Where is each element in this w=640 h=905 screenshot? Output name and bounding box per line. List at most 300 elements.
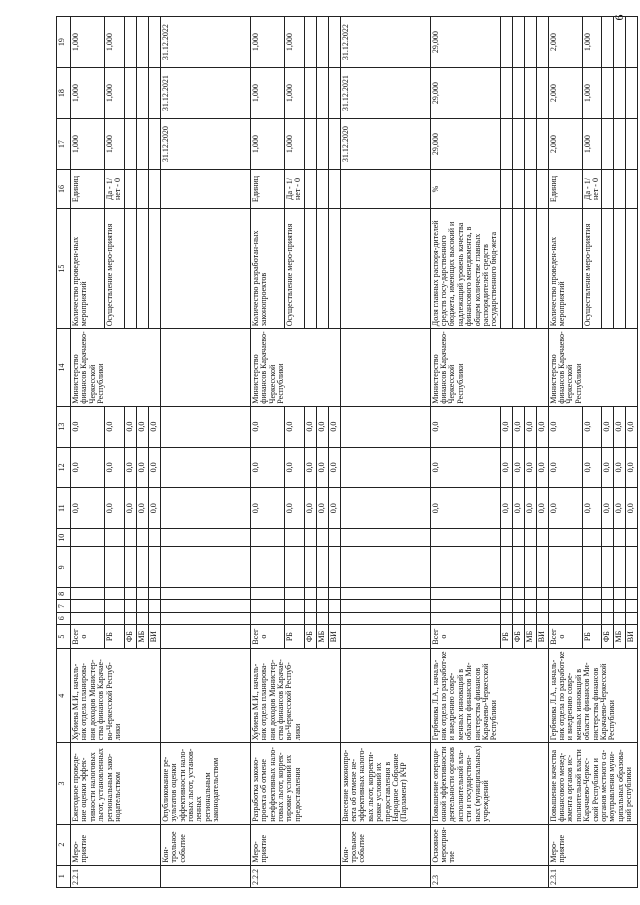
cell-col-14: Министерство финансов Карачаево-Черкесской Республики bbox=[250, 329, 340, 407]
cell-col-5: ФБ bbox=[304, 624, 316, 648]
cell-col-4: Гербекова Л.А., началь-ник отдела по разработ-ке и внедрению совре-менных инноваций в области финансов Ми-нистерства финансов Карачаево-Черкесской Республики bbox=[430, 649, 548, 743]
cell-col-13: 0,0 bbox=[430, 406, 500, 447]
cell-col-8 bbox=[136, 588, 148, 600]
cell-col-16: Да - 1/ нет - 0 bbox=[105, 170, 125, 209]
cell-col-14: Министерство финансов Карачаево-Черкесской Республики bbox=[71, 329, 161, 407]
cell-col-15 bbox=[340, 208, 430, 328]
cell-col-13: 0,0 bbox=[105, 406, 125, 447]
cell-col-15 bbox=[524, 208, 536, 328]
cell-col-14 bbox=[160, 329, 250, 407]
column-number-13: 13 bbox=[57, 406, 71, 447]
cell-col-2: Меро-приятие bbox=[250, 824, 340, 865]
cell-col-10 bbox=[614, 529, 626, 547]
cell-col-3: Внесение законопро-екта об отмене не-эффективных налого-вых льгот, корректи-ровке условий их предоставления в Народное Собрание (Парламент) КЧР bbox=[340, 743, 430, 825]
cell-col-17 bbox=[500, 119, 512, 170]
cell-col-6 bbox=[304, 612, 316, 624]
cell-col-16 bbox=[304, 170, 316, 209]
cell-col-7 bbox=[614, 600, 626, 612]
cell-col-12: 0,0 bbox=[304, 447, 316, 488]
cell-col-11: 0,0 bbox=[582, 488, 602, 529]
cell-col-5: РБ bbox=[582, 624, 602, 648]
cell-col-14 bbox=[340, 329, 430, 407]
cell-col-10 bbox=[536, 529, 548, 547]
cell-col-11: 0,0 bbox=[136, 488, 148, 529]
cell-col-18 bbox=[626, 68, 638, 119]
cell-col-15 bbox=[328, 208, 340, 328]
cell-col-15 bbox=[304, 208, 316, 328]
cell-col-16: Да - 1/ нет - 0 bbox=[284, 170, 304, 209]
cell-col-7 bbox=[160, 600, 250, 612]
cell-col-17 bbox=[626, 119, 638, 170]
cell-col-16 bbox=[626, 170, 638, 209]
cell-col-13: 0,0 bbox=[148, 406, 160, 447]
cell-col-8 bbox=[430, 588, 500, 600]
cell-col-11 bbox=[160, 488, 250, 529]
cell-col-9 bbox=[284, 547, 304, 588]
cell-col-5 bbox=[340, 624, 430, 648]
cell-col-6 bbox=[250, 612, 284, 624]
cell-col-15 bbox=[136, 208, 148, 328]
cell-col-18 bbox=[148, 68, 160, 119]
cell-col-10 bbox=[284, 529, 304, 547]
cell-col-7 bbox=[148, 600, 160, 612]
column-number-3: 3 bbox=[57, 743, 71, 825]
cell-col-9 bbox=[500, 547, 512, 588]
cell-col-3: Повышение качества финансового менед-жмента органов ис-полнительной власти Карачаево-Черкес-ской Республики и органов местного са-моуправления муни-ципальных образова-ний республики bbox=[548, 743, 638, 825]
cell-col-10 bbox=[71, 529, 105, 547]
cell-col-8 bbox=[284, 588, 304, 600]
cell-col-16 bbox=[614, 170, 626, 209]
cell-col-18: 31.12.2021 bbox=[160, 68, 250, 119]
cell-col-10 bbox=[160, 529, 250, 547]
cell-col-1 bbox=[160, 865, 250, 887]
cell-col-18 bbox=[304, 68, 316, 119]
cell-col-13 bbox=[160, 406, 250, 447]
cell-col-8 bbox=[250, 588, 284, 600]
cell-col-12: 0,0 bbox=[536, 447, 548, 488]
cell-col-6 bbox=[340, 612, 430, 624]
cell-col-8 bbox=[524, 588, 536, 600]
cell-col-6 bbox=[524, 612, 536, 624]
cell-col-11: 0,0 bbox=[602, 488, 614, 529]
cell-col-15 bbox=[512, 208, 524, 328]
cell-col-16: Единиц bbox=[71, 170, 105, 209]
cell-col-7 bbox=[602, 600, 614, 612]
cell-col-6 bbox=[602, 612, 614, 624]
cell-col-19 bbox=[136, 17, 148, 68]
cell-col-1: 2.2.1 bbox=[71, 865, 161, 887]
cell-col-12: 0,0 bbox=[284, 447, 304, 488]
cell-col-19 bbox=[500, 17, 512, 68]
table-row bbox=[430, 17, 500, 888]
cell-col-8 bbox=[340, 588, 430, 600]
column-number-4: 4 bbox=[57, 649, 71, 743]
cell-col-17 bbox=[316, 119, 328, 170]
cell-col-11 bbox=[340, 488, 430, 529]
cell-col-12: 0,0 bbox=[105, 447, 125, 488]
cell-col-17: 31.12.2020 bbox=[340, 119, 430, 170]
cell-col-9 bbox=[536, 547, 548, 588]
cell-col-17 bbox=[614, 119, 626, 170]
table-row bbox=[548, 17, 582, 888]
cell-col-3: Разработка законо-проекта об отмене неэффективных нало-говых льгот, коррек-тировке условий их предоставления bbox=[250, 743, 340, 825]
cell-col-6 bbox=[548, 612, 582, 624]
cell-col-5: ФБ bbox=[602, 624, 614, 648]
cell-col-18 bbox=[328, 68, 340, 119]
cell-col-5: Всего bbox=[548, 624, 582, 648]
cell-col-6 bbox=[124, 612, 136, 624]
cell-col-8 bbox=[548, 588, 582, 600]
table-row bbox=[71, 17, 105, 888]
column-number-14: 14 bbox=[57, 329, 71, 407]
cell-col-10 bbox=[340, 529, 430, 547]
cell-col-6 bbox=[148, 612, 160, 624]
cell-col-13: 0,0 bbox=[500, 406, 512, 447]
cell-col-18: 29,000 bbox=[430, 68, 500, 119]
cell-col-16 bbox=[500, 170, 512, 209]
cell-col-13: 0,0 bbox=[548, 406, 582, 447]
cell-col-15: Количество разработан-ных законопроектов bbox=[250, 208, 284, 328]
cell-col-16 bbox=[124, 170, 136, 209]
cell-col-5: ФБ bbox=[124, 624, 136, 648]
cell-col-17: 1,000 bbox=[284, 119, 304, 170]
cell-col-11: 0,0 bbox=[304, 488, 316, 529]
cell-col-5: ВИ bbox=[626, 624, 638, 648]
cell-col-16 bbox=[340, 170, 430, 209]
cell-col-17: 1,000 bbox=[105, 119, 125, 170]
cell-col-3: Ежегодное проведе-ние оценки эффек-тивности налоговых льгот, установленных региональным зако-нодательством bbox=[71, 743, 161, 825]
cell-col-12 bbox=[160, 447, 250, 488]
cell-col-10 bbox=[124, 529, 136, 547]
column-number-7: 7 bbox=[57, 600, 71, 612]
cell-col-13: 0,0 bbox=[626, 406, 638, 447]
cell-col-13: 0,0 bbox=[250, 406, 284, 447]
cell-col-16 bbox=[160, 170, 250, 209]
cell-col-11: 0,0 bbox=[328, 488, 340, 529]
cell-col-9 bbox=[512, 547, 524, 588]
cell-col-15 bbox=[316, 208, 328, 328]
cell-col-19 bbox=[536, 17, 548, 68]
cell-col-5: МБ bbox=[524, 624, 536, 648]
cell-col-7 bbox=[582, 600, 602, 612]
cell-col-16 bbox=[328, 170, 340, 209]
table-row bbox=[160, 17, 250, 888]
cell-col-16: % bbox=[430, 170, 500, 209]
cell-col-19: 31.12.2022 bbox=[340, 17, 430, 68]
cell-col-18: 1,000 bbox=[105, 68, 125, 119]
cell-col-19: 1,000 bbox=[284, 17, 304, 68]
cell-col-2: Меро-приятие bbox=[71, 824, 161, 865]
program-activities-table bbox=[56, 16, 638, 888]
cell-col-12: 0,0 bbox=[626, 447, 638, 488]
cell-col-19: 1,000 bbox=[582, 17, 602, 68]
cell-col-11: 0,0 bbox=[284, 488, 304, 529]
cell-col-13: 0,0 bbox=[284, 406, 304, 447]
cell-col-9 bbox=[548, 547, 582, 588]
cell-col-6 bbox=[316, 612, 328, 624]
cell-col-15 bbox=[614, 208, 626, 328]
column-number-10: 10 bbox=[57, 529, 71, 547]
column-number-19: 19 bbox=[57, 17, 71, 68]
cell-col-16: Да - 1/ нет - 0 bbox=[582, 170, 602, 209]
cell-col-10 bbox=[316, 529, 328, 547]
column-number-9: 9 bbox=[57, 547, 71, 588]
column-number-16: 16 bbox=[57, 170, 71, 209]
cell-col-17 bbox=[124, 119, 136, 170]
cell-col-7 bbox=[430, 600, 500, 612]
cell-col-9 bbox=[524, 547, 536, 588]
cell-col-9 bbox=[160, 547, 250, 588]
cell-col-17 bbox=[602, 119, 614, 170]
cell-col-7 bbox=[340, 600, 430, 612]
column-number-row bbox=[57, 17, 71, 888]
cell-col-13: 0,0 bbox=[71, 406, 105, 447]
cell-col-9 bbox=[105, 547, 125, 588]
cell-col-7 bbox=[548, 600, 582, 612]
cell-col-7 bbox=[536, 600, 548, 612]
cell-col-7 bbox=[105, 600, 125, 612]
cell-col-8 bbox=[71, 588, 105, 600]
cell-col-18 bbox=[602, 68, 614, 119]
cell-col-8 bbox=[160, 588, 250, 600]
cell-col-14: Министерство финансов Карачаево-Черкесской Республики bbox=[548, 329, 638, 407]
cell-col-8 bbox=[105, 588, 125, 600]
cell-col-5: Всего bbox=[71, 624, 105, 648]
cell-col-17: 1,000 bbox=[582, 119, 602, 170]
cell-col-7 bbox=[71, 600, 105, 612]
cell-col-4: Хубиева М.И., началь-ник отдела планирова-ния доходов Министер-ства финансов Карачае-во-Черкесской Респуб-лики bbox=[250, 649, 340, 743]
cell-col-9 bbox=[582, 547, 602, 588]
cell-col-5: РБ bbox=[105, 624, 125, 648]
cell-col-7 bbox=[626, 600, 638, 612]
cell-col-2: Кон-трольное событие bbox=[160, 824, 250, 865]
cell-col-17: 31.12.2020 bbox=[160, 119, 250, 170]
cell-col-11: 0,0 bbox=[316, 488, 328, 529]
table-row bbox=[250, 17, 284, 888]
cell-col-17 bbox=[512, 119, 524, 170]
cell-col-16 bbox=[524, 170, 536, 209]
cell-col-12: 0,0 bbox=[602, 447, 614, 488]
cell-col-5: ФБ bbox=[512, 624, 524, 648]
cell-col-9 bbox=[316, 547, 328, 588]
cell-col-10 bbox=[148, 529, 160, 547]
cell-col-11: 0,0 bbox=[524, 488, 536, 529]
cell-col-13: 0,0 bbox=[582, 406, 602, 447]
cell-col-6 bbox=[430, 612, 500, 624]
cell-col-9 bbox=[136, 547, 148, 588]
cell-col-19: 2,000 bbox=[548, 17, 582, 68]
cell-col-18: 2,000 bbox=[548, 68, 582, 119]
cell-col-13: 0,0 bbox=[328, 406, 340, 447]
cell-col-8 bbox=[602, 588, 614, 600]
cell-col-6 bbox=[614, 612, 626, 624]
cell-col-18 bbox=[536, 68, 548, 119]
cell-col-10 bbox=[500, 529, 512, 547]
cell-col-18 bbox=[124, 68, 136, 119]
cell-col-17: 2,000 bbox=[548, 119, 582, 170]
cell-col-16: Единиц bbox=[548, 170, 582, 209]
cell-col-19: 31.12.2022 bbox=[160, 17, 250, 68]
cell-col-6 bbox=[136, 612, 148, 624]
cell-col-10 bbox=[548, 529, 582, 547]
cell-col-10 bbox=[250, 529, 284, 547]
cell-col-9 bbox=[626, 547, 638, 588]
cell-col-9 bbox=[340, 547, 430, 588]
cell-col-3: Повышение операци-онной эффективности деятельности органов исполнительной вла-сти и государствен-ных (муниципальных) учреждений bbox=[430, 743, 548, 825]
cell-col-2: Меро-приятие bbox=[548, 824, 638, 865]
cell-col-10 bbox=[304, 529, 316, 547]
cell-col-12 bbox=[340, 447, 430, 488]
cell-col-12: 0,0 bbox=[582, 447, 602, 488]
cell-col-7 bbox=[316, 600, 328, 612]
column-number-6: 6 bbox=[57, 612, 71, 624]
cell-col-16 bbox=[536, 170, 548, 209]
cell-col-7 bbox=[284, 600, 304, 612]
cell-col-15: Доля главных распоря-дителей средств госу-дарственного бюджета, имеющих высокий и надлежащий уровень качества финансового менеджмента, в общем количестве главных распорядителей средств государственного бюд-жета bbox=[430, 208, 500, 328]
cell-col-7 bbox=[136, 600, 148, 612]
cell-col-7 bbox=[328, 600, 340, 612]
cell-col-11: 0,0 bbox=[548, 488, 582, 529]
cell-col-19 bbox=[124, 17, 136, 68]
column-number-2: 2 bbox=[57, 824, 71, 865]
cell-col-9 bbox=[71, 547, 105, 588]
cell-col-15: Количество проведен-ных мероприятий bbox=[548, 208, 582, 328]
cell-col-18 bbox=[614, 68, 626, 119]
cell-col-17 bbox=[524, 119, 536, 170]
cell-col-10 bbox=[328, 529, 340, 547]
cell-col-5 bbox=[160, 624, 250, 648]
cell-col-4: Хубиева М.И., началь-ник отдела планирова-ния доходов Министер-ства финансов Карачае-во-Черкесской Респуб-лики bbox=[71, 649, 161, 743]
cell-col-9 bbox=[304, 547, 316, 588]
cell-col-12: 0,0 bbox=[328, 447, 340, 488]
cell-col-5: Всего bbox=[430, 624, 500, 648]
cell-col-8 bbox=[582, 588, 602, 600]
cell-col-19: 29,000 bbox=[430, 17, 500, 68]
cell-col-9 bbox=[614, 547, 626, 588]
cell-col-17: 1,000 bbox=[71, 119, 105, 170]
cell-col-19: 1,000 bbox=[71, 17, 105, 68]
cell-col-15 bbox=[500, 208, 512, 328]
cell-col-8 bbox=[304, 588, 316, 600]
cell-col-12: 0,0 bbox=[71, 447, 105, 488]
column-number-1: 1 bbox=[57, 865, 71, 887]
cell-col-18 bbox=[512, 68, 524, 119]
cell-col-18: 1,000 bbox=[284, 68, 304, 119]
cell-col-7 bbox=[124, 600, 136, 612]
cell-col-15: Осуществление меро-приятия bbox=[105, 208, 125, 328]
cell-col-12: 0,0 bbox=[524, 447, 536, 488]
cell-col-18 bbox=[316, 68, 328, 119]
cell-col-6 bbox=[105, 612, 125, 624]
cell-col-7 bbox=[524, 600, 536, 612]
cell-col-2: Кон-трольное событие bbox=[340, 824, 430, 865]
cell-col-15 bbox=[536, 208, 548, 328]
cell-col-19 bbox=[602, 17, 614, 68]
cell-col-15: Осуществление меро-приятия bbox=[582, 208, 602, 328]
cell-col-15 bbox=[160, 208, 250, 328]
cell-col-5: ВИ bbox=[328, 624, 340, 648]
cell-col-10 bbox=[626, 529, 638, 547]
page-number: 9 bbox=[612, 14, 627, 21]
cell-col-13: 0,0 bbox=[602, 406, 614, 447]
cell-col-11: 0,0 bbox=[250, 488, 284, 529]
cell-col-15 bbox=[124, 208, 136, 328]
cell-col-11: 0,0 bbox=[148, 488, 160, 529]
cell-col-2: Основное мероприя-тие bbox=[430, 824, 548, 865]
table-row bbox=[340, 17, 430, 888]
cell-col-13: 0,0 bbox=[136, 406, 148, 447]
cell-col-9 bbox=[250, 547, 284, 588]
cell-col-15: Осуществление меро-приятия bbox=[284, 208, 304, 328]
cell-col-10 bbox=[582, 529, 602, 547]
cell-col-5: МБ bbox=[136, 624, 148, 648]
cell-col-9 bbox=[148, 547, 160, 588]
cell-col-19 bbox=[626, 17, 638, 68]
cell-col-19 bbox=[148, 17, 160, 68]
cell-col-1: 2.3.1 bbox=[548, 865, 638, 887]
cell-col-10 bbox=[524, 529, 536, 547]
cell-col-6 bbox=[284, 612, 304, 624]
cell-col-12: 0,0 bbox=[500, 447, 512, 488]
cell-col-18 bbox=[524, 68, 536, 119]
cell-col-17: 29,000 bbox=[430, 119, 500, 170]
cell-col-9 bbox=[328, 547, 340, 588]
cell-col-10 bbox=[512, 529, 524, 547]
cell-col-11: 0,0 bbox=[536, 488, 548, 529]
cell-col-5: МБ bbox=[316, 624, 328, 648]
cell-col-12: 0,0 bbox=[614, 447, 626, 488]
cell-col-17 bbox=[136, 119, 148, 170]
cell-col-8 bbox=[626, 588, 638, 600]
cell-col-18: 1,000 bbox=[71, 68, 105, 119]
column-number-8: 8 bbox=[57, 588, 71, 600]
column-number-11: 11 bbox=[57, 488, 71, 529]
cell-col-15 bbox=[626, 208, 638, 328]
cell-col-19 bbox=[328, 17, 340, 68]
cell-col-7 bbox=[250, 600, 284, 612]
cell-col-13: 0,0 bbox=[304, 406, 316, 447]
cell-col-13: 0,0 bbox=[524, 406, 536, 447]
cell-col-8 bbox=[500, 588, 512, 600]
cell-col-13: 0,0 bbox=[124, 406, 136, 447]
column-number-5: 5 bbox=[57, 624, 71, 648]
cell-col-1 bbox=[340, 865, 430, 887]
cell-col-5: Всего bbox=[250, 624, 284, 648]
cell-col-11: 0,0 bbox=[124, 488, 136, 529]
cell-col-17 bbox=[536, 119, 548, 170]
cell-col-12: 0,0 bbox=[136, 447, 148, 488]
column-number-12: 12 bbox=[57, 447, 71, 488]
cell-col-13: 0,0 bbox=[614, 406, 626, 447]
cell-col-19 bbox=[524, 17, 536, 68]
cell-col-6 bbox=[500, 612, 512, 624]
cell-col-5: МБ bbox=[614, 624, 626, 648]
cell-col-6 bbox=[160, 612, 250, 624]
cell-col-1: 2.2.2 bbox=[250, 865, 340, 887]
cell-col-17 bbox=[328, 119, 340, 170]
cell-col-15 bbox=[602, 208, 614, 328]
cell-col-7 bbox=[304, 600, 316, 612]
cell-col-14: Министерство финансов Карачаево-Черкесской Республики bbox=[430, 329, 548, 407]
cell-col-6 bbox=[582, 612, 602, 624]
cell-col-10 bbox=[602, 529, 614, 547]
cell-col-4 bbox=[160, 649, 250, 743]
cell-col-19 bbox=[512, 17, 524, 68]
cell-col-5: РБ bbox=[500, 624, 512, 648]
cell-col-12: 0,0 bbox=[148, 447, 160, 488]
cell-col-16 bbox=[316, 170, 328, 209]
column-number-18: 18 bbox=[57, 68, 71, 119]
